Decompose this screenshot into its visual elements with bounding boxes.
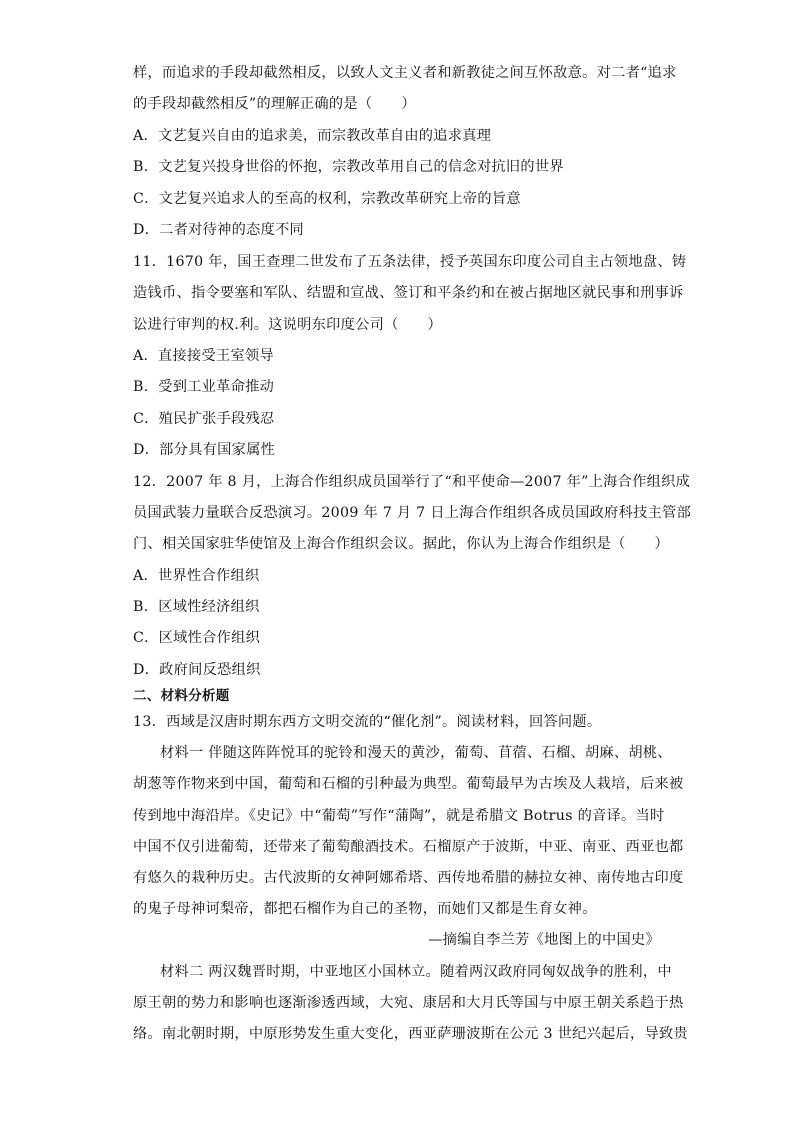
q12-stem-line: 门、相关国家驻华使馆及上海合作组织会议。据此，你认为上海合作组织是（ ） — [133, 536, 670, 552]
q10-option-d: D．二者对待神的态度不同 — [133, 222, 305, 238]
q12-option-c: C．区域性合作组织 — [133, 630, 261, 646]
material-one-line: 中国不仅引进葡萄，还带来了葡萄酿酒技术。石榴原产于波斯，中亚、南亚、西亚也都 — [133, 839, 684, 855]
q12-stem-line: 12．2007 年 8 月，上海合作组织成员国举行了“和平使命—2007 年”上海合作组织成 — [133, 474, 691, 490]
q12-option-b: B．区域性经济组织 — [133, 599, 260, 615]
q11-option-c: C．殖民扩张手段残忍 — [133, 411, 275, 427]
q10-option-c: C．文艺复兴追求人的至高的权利，宗教改革研究上帝的旨意 — [133, 191, 521, 207]
material-one-line: 胡葱等作物来到中国，葡萄和石榴的引种最为典型。葡萄最早为古埃及人栽培，后来被 — [133, 776, 684, 792]
material-one-line: 材料一 伴随这阵阵悦耳的驼铃和漫天的黄沙，葡萄、苜蓿、石榴、胡麻、胡桃、 — [160, 745, 672, 761]
material-two-line: 络。南北朝时期，中原形势发生重大变化，西亚萨珊波斯在公元 3 世纪兴起后，导致贵 — [133, 1026, 688, 1042]
q11-option-a: A．直接接受王室领导 — [133, 348, 274, 364]
q11-stem-line: 造钱币、指令要塞和军队、结盟和宣战、签订和平条约和在被占据地区就民事和刑事诉 — [133, 285, 684, 301]
q10-option-b: B．文艺复兴投身世俗的怀抱，宗教改革用自己的信念对抗旧的世界 — [133, 159, 564, 175]
q13-stem: 13．西域是汉唐时期东西方文明交流的“催化剂”。阅读材料，回答问题。 — [133, 714, 602, 730]
q10-stem-line: 的手段却截然相反”的理解正确的是（ ） — [133, 96, 416, 112]
material-one-line: 有悠久的栽种历史。古代波斯的女神阿娜希塔、西传地希腊的赫拉女神、南传地古印度 — [133, 870, 684, 886]
q11-stem-line: 11．1670 年，国王查理二世发布了五条法律，授予英国东印度公司自主占领地盘、铸 — [133, 254, 687, 270]
material-one-line: 的鬼子母神诃梨帝，都把石榴作为自己的圣物，而她们又都是生育女神。 — [133, 901, 597, 917]
q12-option-d: D．政府间反恐组织 — [133, 662, 261, 678]
material-two-line: 原王朝的势力和影响也逐渐渗透西域，大宛、康居和大月氏等国与中原王朝关系趋于热 — [133, 995, 684, 1011]
q11-option-b: B．受到工业革命推动 — [133, 379, 275, 395]
q10-option-a: A．文艺复兴自由的追求美，而宗教改革自由的追求真理 — [133, 128, 492, 144]
material-one-line: 传到地中海沿岸。《史记》中“葡萄”写作“蒲陶”，就是希腊文 Botrus 的音译。当时 — [133, 808, 665, 824]
q12-option-a: A．世界性合作组织 — [133, 568, 260, 584]
q12-stem-line: 员国武装力量联合反恐演习。2009 年 7 月 7 日上海合作组织各成员国政府科技主管部 — [133, 505, 692, 521]
q11-stem-line: 讼进行审判的权.利。这说明东印度公司（ ） — [133, 317, 443, 333]
q11-option-d: D．部分具有国家属性 — [133, 442, 276, 458]
q10-stem-line: 样，而追求的手段却截然相反，以致人文主义者和新教徒之间互怀敌意。对二者“追求 — [133, 65, 677, 81]
section-heading: 二、材料分析题 — [133, 688, 230, 704]
material-two-line: 材料二 两汉魏晋时期，中亚地区小国林立。随着两汉政府同匈奴战争的胜利，中 — [160, 964, 672, 980]
material-one-source: —摘编自李兰芳《地图上的中国史》 — [428, 932, 660, 948]
